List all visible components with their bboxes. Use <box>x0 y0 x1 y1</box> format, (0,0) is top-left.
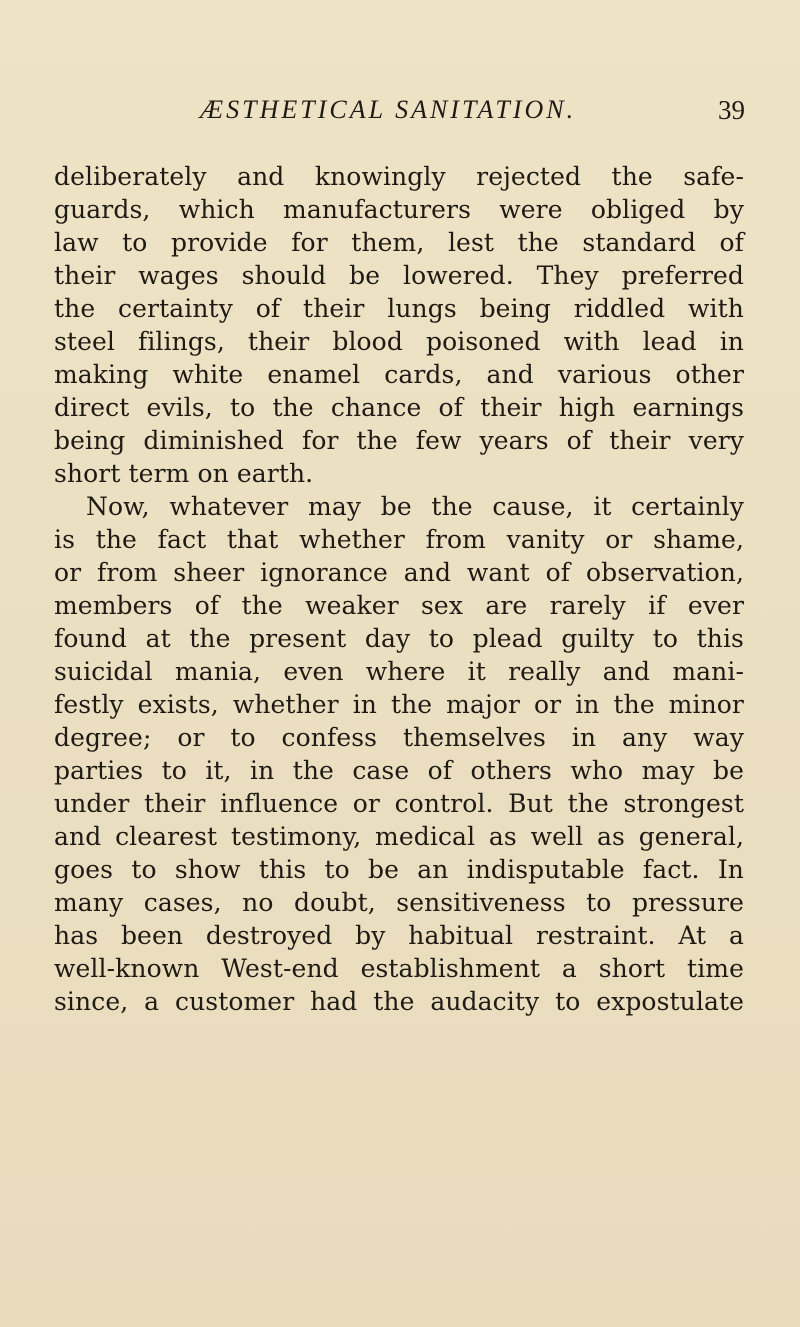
running-title: ÆSTHETICAL SANITATION. <box>200 95 577 124</box>
text-line: deliberately and knowingly rejected the safe- <box>54 162 744 191</box>
text-line: has been destroyed by habitual restraint. At a <box>54 921 744 950</box>
text-line: short term on earth. <box>54 459 314 488</box>
running-head <box>200 95 745 135</box>
text-line: since, a customer had the audacity to expostulate <box>54 987 744 1016</box>
text-line: law to provide for them, lest the standard of <box>54 228 744 257</box>
text-line: the certainty of their lungs being riddled with <box>54 294 744 323</box>
text-line: goes to show this to be an indisputable fact. In <box>54 855 744 884</box>
text-line: found at the present day to plead guilty to this <box>54 624 744 653</box>
text-line: steel filings, their blood poisoned with lead in <box>54 327 744 356</box>
text-line: their wages should be lowered. They preferred <box>54 261 744 290</box>
text-line: well-known West-end establishment a short time <box>54 954 744 983</box>
text-line: festly exists, whether in the major or in the minor <box>54 690 744 719</box>
text-line: degree; or to confess themselves in any way <box>54 723 744 752</box>
text-line: parties to it, in the case of others who may be <box>54 756 744 785</box>
paragraph-start-line: Now, whatever may be the cause, it certainly <box>86 492 744 521</box>
text-line: many cases, no doubt, sensitiveness to pressure <box>54 888 744 917</box>
page-number: 39 <box>718 95 745 125</box>
text-line: making white enamel cards, and various other <box>54 360 744 389</box>
text-line: and clearest testimony, medical as well as general, <box>54 822 744 851</box>
text-line: under their influence or control. But the strongest <box>54 789 744 818</box>
text-line: being diminished for the few years of their very <box>54 426 744 455</box>
text-line: guards, which manufacturers were obliged by <box>54 195 744 224</box>
text-line: direct evils, to the chance of their high earnings <box>54 393 744 422</box>
text-line: or from sheer ignorance and want of observation, <box>54 558 744 587</box>
body-text <box>54 160 744 1018</box>
text-line: suicidal mania, even where it really and mani- <box>54 657 744 686</box>
text-line: is the fact that whether from vanity or shame, <box>54 525 744 554</box>
text-line: members of the weaker sex are rarely if ever <box>54 591 744 620</box>
